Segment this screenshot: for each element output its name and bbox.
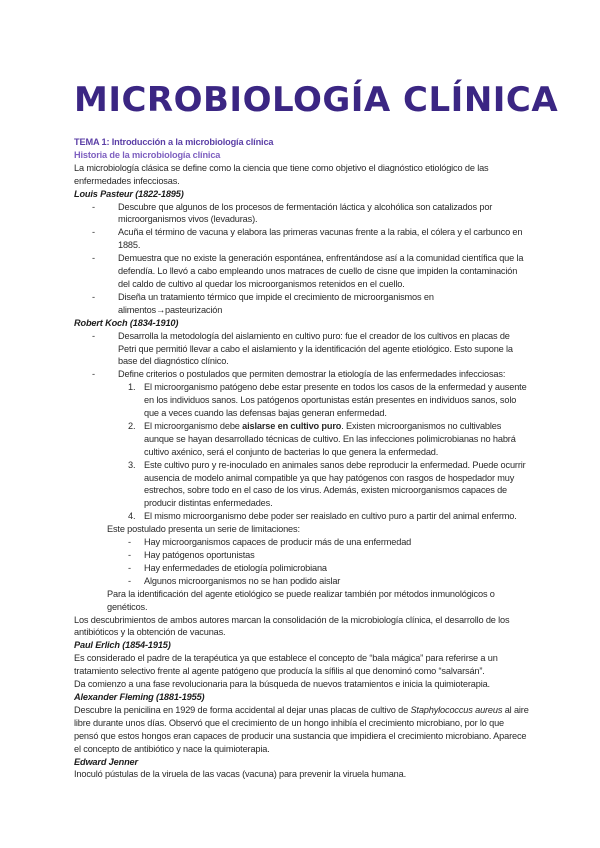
list-item: 2. El microorganismo debe aislarse en cultivo puro. Existen microorganismos no cultivables aunque se hayan desarrollado técnicas de cultivo. En las infecciones polimicrobianas no habrá cultivo axénico, será el conjunto de bacterias lo que genera la enfermedad. bbox=[128, 420, 516, 457]
jenner-heading: Edward Jenner bbox=[74, 756, 138, 767]
list-item: 1. El microorganismo patógeno debe estar presente en todos los casos de la enfermedad y ausente en los individuos sanos. Los patógenos oportunistas están presentes en individuos sanos, solo que a veces cuando las defensas bajas generan enfermedad. bbox=[128, 382, 527, 419]
limits-list bbox=[74, 536, 530, 588]
list-item: - Hay microorganismos capaces de producir más de una enfermedad bbox=[74, 536, 530, 549]
fleming-paragraph: Descubre la penicilina en 1929 de forma accidental al dejar unas placas de cultivo de Staphylococcus aureus al aire libre durante unos días. Observó que el crecimiento de un hongo inhibía el crecimiento microbiano, por lo que pensó que estos hongos eran capaces de producir una sustancia que impidiera el crecimiento microbiano. Aparece el concepto de antibiótico y nace la quimioterapia. bbox=[74, 704, 529, 754]
list-item: - Acuña el término de vacuna y elabora las primeras vacunas frente a la rabia, el cólera y el carbunco en 1885. bbox=[74, 226, 530, 252]
bold-phrase: aislarse en cultivo puro bbox=[242, 420, 342, 431]
fleming-heading: Alexander Fleming (1881-1955) bbox=[74, 691, 205, 702]
ehrlich-paragraph-2: Da comienzo a una fase revolucionaria para la búsqueda de nuevos tratamientos e inicia la quimioterapia. bbox=[74, 679, 490, 690]
immuno-paragraph: Para la identificación del agente etiológico se puede realizar también por métodos inmunológicos o genéticos. bbox=[107, 588, 495, 612]
pasteur-heading: Louis Pasteur (1822-1895) bbox=[74, 188, 184, 199]
list-item: - Descubre que algunos de los procesos de fermentación láctica y alcohólica son catalizados por microorganismos vivos (levaduras). bbox=[74, 201, 530, 227]
list-item: - Algunos microorganismos no se han podido aislar bbox=[74, 575, 530, 588]
list-item: 3. Este cultivo puro y re-inoculado en animales sanos debe reproducir la enfermedad. Puede ocurrir ausencia de modelo animal compatible ya que hay patógenos con rasgos de hospedador muy estrechos, sobre todo en el caso de los virus. Además, existen microorganismos capaces de producir distintas enfermedades. bbox=[128, 459, 526, 509]
list-item: - Demuestra que no existe la generación espontánea, enfrentándose así a la comunidad científica que la defendía. Lo llevó a cabo empleando unos matraces de cuello de cisne que impiden la contaminación del caldo de cultivo al quedar los microorganismos retenidos en el cuello. bbox=[74, 252, 530, 291]
postulates-list bbox=[74, 381, 530, 523]
postulates-intro: Define criterios o postulados que permiten demostrar la etiología de las enfermedades infecciosas: bbox=[118, 369, 506, 380]
list-item: 4. El mismo microorganismo debe poder ser reaislado en cultivo puro a partir del animal enfermo. bbox=[128, 511, 517, 522]
list-item: - Hay enfermedades de etiología polimicrobiana bbox=[74, 562, 530, 575]
page-title: MICROBIOLOGÍA CLÍNICA bbox=[74, 80, 559, 120]
koch-list bbox=[74, 330, 530, 382]
ehrlich-paragraph-1: Es considerado el padre de la terapéutica ya que establece el concepto de “bala mágica” para referirse a un tratamiento selectivo frente al agente patógeno que producía la sífilis al que denominó como “salvarsán”. bbox=[74, 653, 498, 677]
document-body bbox=[74, 136, 530, 781]
pasteur-list bbox=[74, 201, 530, 317]
species-name: Staphylococcus aureus bbox=[410, 704, 503, 715]
koch-heading: Robert Koch (1834-1910) bbox=[74, 317, 179, 328]
subtopic-heading: Historia de la microbiología clínica bbox=[74, 149, 221, 160]
list-item bbox=[74, 368, 530, 381]
list-item: - Diseña un tratamiento térmico que impide el crecimiento de microorganismos en alimentos→pasteurización bbox=[74, 291, 530, 317]
intro-paragraph: La microbiología clásica se define como la ciencia que tiene como objetivo el diagnóstico etiológico de las enfermedades infecciosas. bbox=[74, 162, 489, 186]
limits-intro: Este postulado presenta un serie de limitaciones: bbox=[107, 524, 300, 535]
list-item: - Desarrolla la metodología del aislamiento en cultivo puro: fue el creador de los cultivos en placas de Petri que permitió llevar a cabo el aislamiento y la identificación del agente etiológico. Esto supone la base del diagnóstico clínico. bbox=[74, 330, 530, 369]
ehrlich-heading: Paul Erlich (1854-1915) bbox=[74, 640, 171, 651]
summary-paragraph: Los descubrimientos de ambos autores marcan la consolidación de la microbiología clínica, el desarrollo de los antibióticos y la obtención de vacunas. bbox=[74, 614, 510, 638]
list-item: - Hay patógenos oportunistas bbox=[74, 549, 530, 562]
jenner-paragraph: Inoculó pústulas de la viruela de las vacas (vacuna) para prevenir la viruela humana. bbox=[74, 769, 406, 780]
topic-heading: TEMA 1: Introducción a la microbiología clínica bbox=[74, 137, 274, 147]
